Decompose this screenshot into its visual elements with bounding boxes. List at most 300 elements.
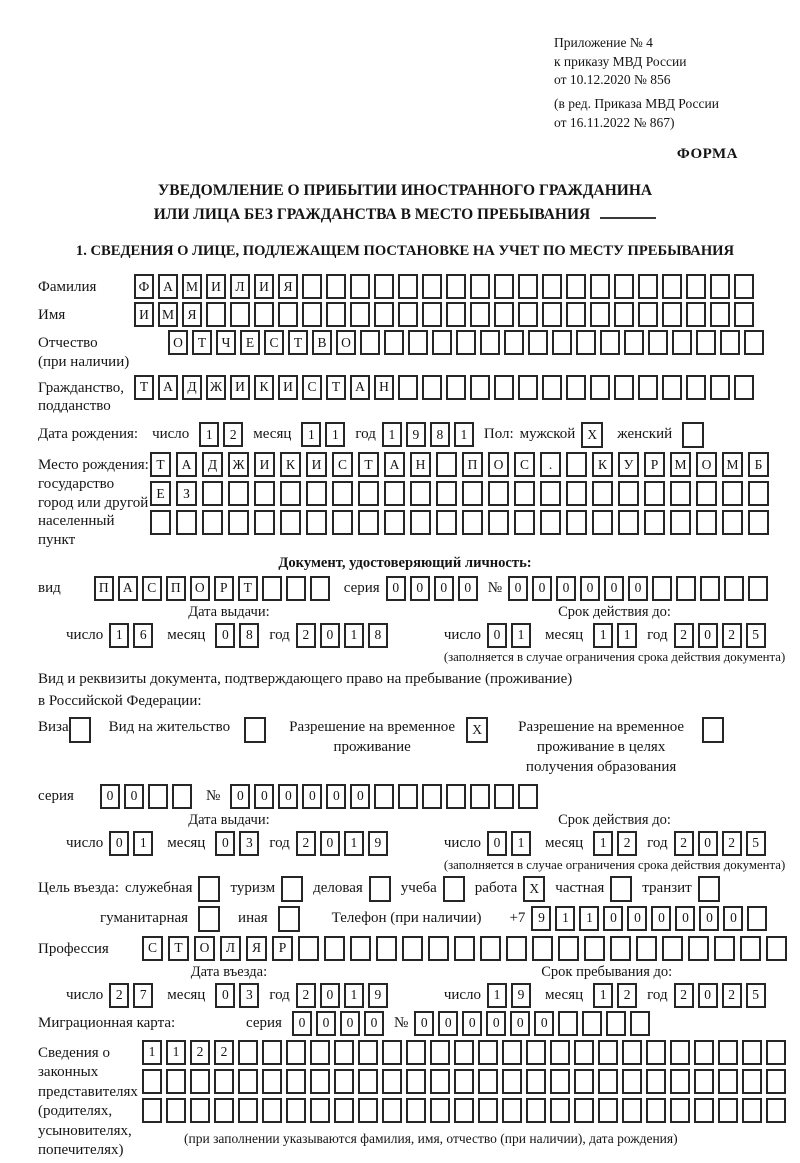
name-cell[interactable] [302,302,322,327]
birth-place-cell[interactable]: К [592,452,613,477]
surname-cell[interactable] [542,274,562,299]
birth-month-cell[interactable]: 1 [301,422,321,447]
surname-cell[interactable]: Ф [134,274,154,299]
birth-place-cell[interactable]: Ж [228,452,249,477]
representatives-cell[interactable]: 2 [214,1040,234,1065]
doc-kind-cell[interactable]: О [190,576,210,601]
issue-year-cell[interactable]: 0 [320,623,340,648]
patronymic-cell[interactable] [360,330,380,355]
birth-place-cell[interactable] [566,481,587,506]
representatives-cell[interactable] [574,1069,594,1094]
birth-place-cell[interactable] [592,481,613,506]
entry-year-cell[interactable]: 1 [344,983,364,1008]
patronymic-cell[interactable] [744,330,764,355]
representatives-cell[interactable] [358,1069,378,1094]
representatives-cell[interactable] [766,1098,786,1123]
birth-place-cell[interactable] [436,510,457,535]
doc-series-cell[interactable]: 0 [434,576,454,601]
representatives-cell[interactable] [310,1098,330,1123]
representatives-cell[interactable] [310,1069,330,1094]
stay-year-cell[interactable]: 2 [722,983,742,1008]
citizenship-cell[interactable] [398,375,418,400]
surname-cell[interactable] [326,274,346,299]
representatives-cell[interactable] [550,1098,570,1123]
doc-number-cell[interactable] [724,576,744,601]
profession-cell[interactable] [532,936,553,961]
migration-number-cell[interactable]: 0 [534,1011,554,1036]
name-cell[interactable]: Я [182,302,202,327]
profession-cell[interactable]: Л [220,936,241,961]
citizenship-cell[interactable]: А [158,375,178,400]
temp-residence-education-checkbox-cell[interactable] [702,717,724,743]
surname-cell[interactable] [350,274,370,299]
citizenship-cell[interactable]: Ж [206,375,226,400]
residence-issue-year-cell[interactable]: 9 [368,831,388,856]
name-cell[interactable] [686,302,706,327]
representatives-cell[interactable] [478,1040,498,1065]
patronymic-cell[interactable] [672,330,692,355]
residence-number-cell[interactable] [374,784,394,809]
birth-place-cell[interactable] [618,481,639,506]
issue-year-cell[interactable]: 8 [368,623,388,648]
birth-place-cell[interactable]: З [176,481,197,506]
birth-day-cell[interactable]: 1 [199,422,219,447]
birth-place-cell[interactable] [306,510,327,535]
birth-place-cell[interactable] [670,510,691,535]
citizenship-cell[interactable] [518,375,538,400]
migration-series-cell[interactable]: 0 [364,1011,384,1036]
birth-place-cell[interactable] [384,510,405,535]
surname-cell[interactable] [566,274,586,299]
patronymic-cell[interactable] [696,330,716,355]
name-cell[interactable]: И [134,302,154,327]
representatives-cell[interactable] [598,1040,618,1065]
representatives-cell[interactable] [454,1040,474,1065]
birth-place-cell[interactable] [254,481,275,506]
representatives-cell[interactable] [262,1040,282,1065]
stay-month-cell[interactable]: 1 [593,983,613,1008]
purpose-transit-checkbox-cell[interactable] [698,876,720,902]
birth-place-cell[interactable] [280,481,301,506]
doc-kind-cell[interactable] [310,576,330,601]
patronymic-cell[interactable] [456,330,476,355]
entry-day-cell[interactable]: 2 [109,983,129,1008]
doc-series-cell[interactable]: 0 [458,576,478,601]
representatives-cell[interactable] [502,1098,522,1123]
citizenship-cell[interactable]: К [254,375,274,400]
citizenship-cell[interactable]: Д [182,375,202,400]
profession-cell[interactable]: Р [272,936,293,961]
doc-number-cell[interactable]: 0 [508,576,528,601]
birth-place-cell[interactable]: К [280,452,301,477]
representatives-cell[interactable] [694,1069,714,1094]
birth-place-cell[interactable] [748,510,769,535]
representatives-cell[interactable] [478,1098,498,1123]
representatives-cell[interactable] [382,1069,402,1094]
representatives-cell[interactable] [406,1040,426,1065]
residence-issue-month-cell[interactable]: 0 [215,831,235,856]
residence-number-cell[interactable] [518,784,538,809]
birth-place-cell[interactable] [228,481,249,506]
birth-place-cell[interactable] [462,510,483,535]
surname-cell[interactable]: Я [278,274,298,299]
birth-month-cell[interactable]: 1 [325,422,345,447]
surname-cell[interactable] [590,274,610,299]
representatives-cell[interactable] [598,1098,618,1123]
birth-place-cell[interactable] [618,510,639,535]
citizenship-cell[interactable] [470,375,490,400]
representatives-cell[interactable] [406,1069,426,1094]
doc-number-cell[interactable] [676,576,696,601]
doc-kind-cell[interactable]: С [142,576,162,601]
surname-cell[interactable] [614,274,634,299]
name-cell[interactable] [326,302,346,327]
doc-kind-cell[interactable]: П [166,576,186,601]
surname-cell[interactable] [374,274,394,299]
representatives-cell[interactable] [358,1040,378,1065]
representatives-cell[interactable] [430,1069,450,1094]
surname-cell[interactable]: И [206,274,226,299]
surname-cell[interactable]: И [254,274,274,299]
representatives-cell[interactable] [430,1040,450,1065]
patronymic-cell[interactable] [576,330,596,355]
migration-series-cell[interactable]: 0 [292,1011,312,1036]
migration-number-cell[interactable] [582,1011,602,1036]
phone-cell[interactable]: 0 [627,906,647,931]
residence-series-cell[interactable]: 0 [124,784,144,809]
birth-place-cell[interactable] [644,481,665,506]
representatives-cell[interactable]: 1 [142,1040,162,1065]
representatives-cell[interactable] [646,1098,666,1123]
birth-place-cell[interactable] [306,481,327,506]
birth-place-cell[interactable] [488,481,509,506]
birth-year-cell[interactable]: 8 [430,422,450,447]
birth-year-cell[interactable]: 1 [454,422,474,447]
birth-year-cell[interactable]: 9 [406,422,426,447]
phone-cell[interactable]: 0 [723,906,743,931]
profession-cell[interactable] [402,936,423,961]
birth-place-cell[interactable] [696,481,717,506]
migration-number-cell[interactable] [606,1011,626,1036]
surname-cell[interactable] [518,274,538,299]
expiry-year-cell[interactable]: 5 [746,623,766,648]
stay-month-cell[interactable]: 2 [617,983,637,1008]
representatives-cell[interactable] [550,1040,570,1065]
stay-year-cell[interactable]: 2 [674,983,694,1008]
representatives-cell[interactable] [550,1069,570,1094]
profession-cell[interactable]: С [142,936,163,961]
doc-number-cell[interactable]: 0 [604,576,624,601]
birth-place-cell[interactable] [462,481,483,506]
patronymic-cell[interactable]: О [168,330,188,355]
residence-expiry-month-cell[interactable]: 1 [593,831,613,856]
profession-cell[interactable] [740,936,761,961]
representatives-cell[interactable] [718,1069,738,1094]
representatives-cell[interactable]: 2 [190,1040,210,1065]
representatives-cell[interactable] [742,1098,762,1123]
birth-day-cell[interactable]: 2 [223,422,243,447]
representatives-cell[interactable] [166,1069,186,1094]
expiry-day-cell[interactable]: 0 [487,623,507,648]
representatives-cell[interactable] [382,1040,402,1065]
name-cell[interactable] [206,302,226,327]
birth-place-cell[interactable] [332,481,353,506]
birth-place-cell[interactable]: С [514,452,535,477]
visa-checkbox-cell[interactable] [69,717,91,743]
patronymic-cell[interactable] [504,330,524,355]
surname-cell[interactable] [302,274,322,299]
citizenship-cell[interactable] [542,375,562,400]
doc-series-cell[interactable]: 0 [410,576,430,601]
patronymic-cell[interactable] [720,330,740,355]
representatives-cell[interactable] [670,1040,690,1065]
residence-issue-month-cell[interactable]: 3 [239,831,259,856]
representatives-cell[interactable] [454,1098,474,1123]
surname-cell[interactable]: М [182,274,202,299]
stay-day-cell[interactable]: 9 [511,983,531,1008]
representatives-cell[interactable] [406,1098,426,1123]
birth-place-cell[interactable]: У [618,452,639,477]
birth-place-cell[interactable] [592,510,613,535]
doc-kind-cell[interactable] [286,576,306,601]
residence-number-cell[interactable]: 0 [350,784,370,809]
purpose-private-checkbox-cell[interactable] [610,876,632,902]
representatives-cell[interactable] [526,1069,546,1094]
surname-cell[interactable] [662,274,682,299]
profession-cell[interactable] [506,936,527,961]
representatives-cell[interactable] [334,1040,354,1065]
patronymic-cell[interactable]: С [264,330,284,355]
birth-place-cell[interactable] [644,510,665,535]
birth-place-cell[interactable]: А [176,452,197,477]
stay-year-cell[interactable]: 5 [746,983,766,1008]
profession-cell[interactable] [714,936,735,961]
name-cell[interactable] [710,302,730,327]
phone-cell[interactable] [747,906,767,931]
representatives-cell[interactable] [766,1040,786,1065]
name-cell[interactable] [230,302,250,327]
representatives-cell[interactable] [646,1069,666,1094]
doc-kind-cell[interactable]: А [118,576,138,601]
representatives-cell[interactable] [718,1098,738,1123]
birth-place-cell[interactable]: Р [644,452,665,477]
birth-place-cell[interactable] [540,481,561,506]
representatives-cell[interactable] [718,1040,738,1065]
residence-issue-year-cell[interactable]: 0 [320,831,340,856]
residence-number-cell[interactable]: 0 [230,784,250,809]
patronymic-cell[interactable] [384,330,404,355]
representatives-cell[interactable] [766,1069,786,1094]
expiry-month-cell[interactable]: 1 [593,623,613,648]
phone-cell[interactable]: 0 [651,906,671,931]
migration-number-cell[interactable] [558,1011,578,1036]
temp-residence-checkbox-cell[interactable]: X [466,717,488,743]
purpose-business-checkbox-cell[interactable] [369,876,391,902]
representatives-cell[interactable] [454,1069,474,1094]
phone-cell[interactable]: 1 [555,906,575,931]
citizenship-cell[interactable] [734,375,754,400]
representatives-cell[interactable] [430,1098,450,1123]
birth-place-cell[interactable] [202,510,223,535]
citizenship-cell[interactable] [638,375,658,400]
patronymic-cell[interactable] [624,330,644,355]
residence-permit-checkbox-cell[interactable] [244,717,266,743]
patronymic-cell[interactable]: Ч [216,330,236,355]
stay-day-cell[interactable]: 1 [487,983,507,1008]
purpose-humanitarian-checkbox-cell[interactable] [198,906,220,932]
birth-place-cell[interactable]: Б [748,452,769,477]
migration-number-cell[interactable]: 0 [486,1011,506,1036]
migration-series-cell[interactable]: 0 [340,1011,360,1036]
issue-month-cell[interactable]: 8 [239,623,259,648]
purpose-other-checkbox-cell[interactable] [278,906,300,932]
citizenship-cell[interactable] [494,375,514,400]
representatives-cell[interactable] [574,1040,594,1065]
patronymic-cell[interactable] [480,330,500,355]
profession-cell[interactable] [298,936,319,961]
citizenship-cell[interactable] [422,375,442,400]
entry-year-cell[interactable]: 9 [368,983,388,1008]
birth-place-cell[interactable]: М [670,452,691,477]
birth-place-cell[interactable]: . [540,452,561,477]
name-cell[interactable] [662,302,682,327]
patronymic-cell[interactable]: О [336,330,356,355]
sex-female-checkbox-cell[interactable] [682,422,704,448]
name-cell[interactable] [254,302,274,327]
birth-place-cell[interactable]: М [722,452,743,477]
name-cell[interactable] [494,302,514,327]
name-cell[interactable] [422,302,442,327]
birth-place-cell[interactable] [670,481,691,506]
citizenship-cell[interactable]: А [350,375,370,400]
name-cell[interactable] [734,302,754,327]
birth-place-cell[interactable] [514,510,535,535]
birth-place-cell[interactable]: П [462,452,483,477]
birth-place-cell[interactable]: А [384,452,405,477]
birth-place-cell[interactable] [228,510,249,535]
representatives-cell[interactable] [334,1098,354,1123]
name-cell[interactable] [350,302,370,327]
representatives-cell[interactable] [214,1069,234,1094]
birth-place-cell[interactable] [722,510,743,535]
residence-number-cell[interactable]: 0 [278,784,298,809]
profession-cell[interactable] [688,936,709,961]
citizenship-cell[interactable]: Т [326,375,346,400]
profession-cell[interactable] [480,936,501,961]
representatives-cell[interactable] [502,1069,522,1094]
citizenship-cell[interactable]: Н [374,375,394,400]
birth-place-cell[interactable] [358,481,379,506]
birth-place-cell[interactable] [436,452,457,477]
birth-place-cell[interactable] [410,510,431,535]
citizenship-cell[interactable] [686,375,706,400]
representatives-cell[interactable] [478,1069,498,1094]
surname-cell[interactable] [446,274,466,299]
name-cell[interactable] [470,302,490,327]
birth-place-cell[interactable]: Т [358,452,379,477]
residence-issue-year-cell[interactable]: 2 [296,831,316,856]
doc-kind-cell[interactable]: П [94,576,114,601]
expiry-year-cell[interactable]: 2 [674,623,694,648]
purpose-study-checkbox-cell[interactable] [443,876,465,902]
representatives-cell[interactable] [622,1098,642,1123]
name-cell[interactable] [614,302,634,327]
surname-cell[interactable] [686,274,706,299]
residence-issue-year-cell[interactable]: 1 [344,831,364,856]
birth-place-cell[interactable] [696,510,717,535]
phone-cell[interactable]: 0 [699,906,719,931]
migration-series-cell[interactable]: 0 [316,1011,336,1036]
phone-cell[interactable]: 0 [603,906,623,931]
patronymic-cell[interactable]: Т [288,330,308,355]
representatives-cell[interactable] [694,1098,714,1123]
representatives-cell[interactable] [670,1069,690,1094]
residence-expiry-day-cell[interactable]: 0 [487,831,507,856]
issue-day-cell[interactable]: 6 [133,623,153,648]
citizenship-cell[interactable]: И [278,375,298,400]
representatives-cell[interactable] [694,1040,714,1065]
name-cell[interactable] [278,302,298,327]
birth-place-cell[interactable] [358,510,379,535]
doc-number-cell[interactable]: 0 [580,576,600,601]
issue-day-cell[interactable]: 1 [109,623,129,648]
birth-place-cell[interactable]: И [254,452,275,477]
entry-month-cell[interactable]: 0 [215,983,235,1008]
representatives-cell[interactable] [214,1098,234,1123]
representatives-cell[interactable] [526,1098,546,1123]
residence-expiry-year-cell[interactable]: 0 [698,831,718,856]
migration-number-cell[interactable]: 0 [462,1011,482,1036]
expiry-day-cell[interactable]: 1 [511,623,531,648]
profession-cell[interactable] [584,936,605,961]
surname-cell[interactable] [710,274,730,299]
migration-number-cell[interactable]: 0 [414,1011,434,1036]
profession-cell[interactable] [662,936,683,961]
representatives-cell[interactable] [742,1069,762,1094]
representatives-cell[interactable] [622,1069,642,1094]
birth-place-cell[interactable] [436,481,457,506]
doc-kind-cell[interactable]: Т [238,576,258,601]
doc-series-cell[interactable]: 0 [386,576,406,601]
patronymic-cell[interactable] [408,330,428,355]
stay-year-cell[interactable]: 0 [698,983,718,1008]
surname-cell[interactable] [734,274,754,299]
purpose-work-checkbox-cell[interactable]: X [523,876,545,902]
residence-number-cell[interactable] [470,784,490,809]
representatives-cell[interactable] [742,1040,762,1065]
patronymic-cell[interactable] [648,330,668,355]
profession-cell[interactable] [350,936,371,961]
profession-cell[interactable] [428,936,449,961]
surname-cell[interactable] [638,274,658,299]
entry-month-cell[interactable]: 3 [239,983,259,1008]
name-cell[interactable] [638,302,658,327]
birth-year-cell[interactable]: 1 [382,422,402,447]
citizenship-cell[interactable] [446,375,466,400]
citizenship-cell[interactable]: С [302,375,322,400]
entry-year-cell[interactable]: 0 [320,983,340,1008]
representatives-cell[interactable] [238,1069,258,1094]
surname-cell[interactable]: А [158,274,178,299]
phone-cell[interactable]: 9 [531,906,551,931]
doc-number-cell[interactable]: 0 [628,576,648,601]
patronymic-cell[interactable]: Т [192,330,212,355]
birth-place-cell[interactable]: С [332,452,353,477]
birth-place-cell[interactable] [332,510,353,535]
birth-place-cell[interactable]: О [488,452,509,477]
phone-cell[interactable]: 0 [675,906,695,931]
residence-issue-day-cell[interactable]: 1 [133,831,153,856]
